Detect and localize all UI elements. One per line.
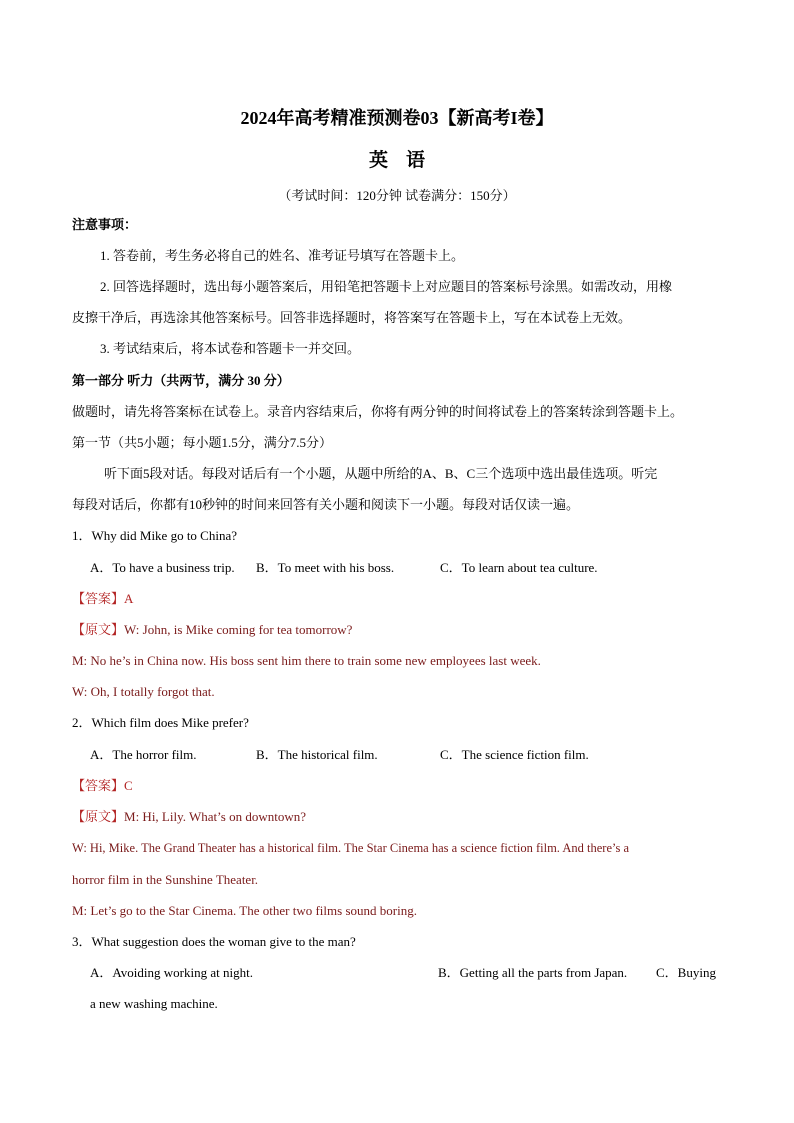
question-stem: 2．Which film does Mike prefer?: [72, 715, 249, 730]
answer-tag: 【答案】: [72, 778, 125, 793]
script-line: [72, 808, 732, 826]
notice-item-3: 3. 考试结束后，将本试卷和答题卡一并交回。: [100, 341, 361, 356]
script-text: W: Oh, I totally forgot that.: [72, 684, 215, 699]
script-tag: 【原文】: [72, 622, 125, 637]
option-a: A．To have a business trip.: [90, 560, 235, 575]
notice-item-2-cont: 皮擦干净后，再选涂其他答案标号。回答非选择题时，将答案写在答题卡上，写在本试卷上无效。: [72, 310, 632, 325]
script-text: M: Let’s go to the Star Cinema. The other two films sound boring.: [72, 903, 417, 918]
directions-line-1: 听下面5段对话。每段对话后有一个小题，从题中所给的A、B、C三个选项中选出最佳选项。听完: [104, 466, 658, 481]
option-b: B．Getting all the parts from Japan.: [438, 965, 628, 980]
notice-item-1: 1. 答卷前，考生务必将自己的姓名、准考证号填写在答题卡上。: [100, 248, 465, 263]
script-tag: 【原文】: [72, 809, 125, 824]
part1-intro: 做题时，请先将答案标在试卷上。录音内容结束后，你将有两分钟的时间将试卷上的答案转涂到答题卡上。: [72, 404, 684, 419]
answer-value: C: [124, 778, 133, 793]
option-c-cont: a new washing machine.: [90, 996, 218, 1011]
option-c: C．The science fiction film.: [440, 747, 589, 762]
answer-value: A: [124, 591, 134, 606]
option-b: B．To meet with his boss.: [256, 560, 395, 575]
part1-heading: 第一部分 听力（共两节，满分 30 分）: [72, 373, 290, 388]
script-line: [72, 621, 732, 639]
option-b: B．The historical film.: [256, 747, 378, 762]
script-text: horror film in the Sunshine Theater.: [72, 872, 259, 887]
option-c: C．To learn about tea culture.: [440, 560, 598, 575]
question-stem: 1．Why did Mike go to China?: [72, 528, 238, 543]
answer-line: [72, 777, 732, 795]
script-text: M: Hi, Lily. What’s on downtown?: [124, 809, 307, 824]
directions-line-2: 每段对话后，你都有10秒钟的时间来回答有关小题和阅读下一小题。每段对话仅读一遍。: [72, 497, 580, 512]
option-a: A．The horror film.: [90, 747, 197, 762]
notice-heading: 注意事项：: [72, 217, 138, 232]
document-title: 2024年高考精准预测卷03【新高考I卷】: [240, 108, 554, 128]
option-c: C．Buying: [656, 965, 716, 980]
subject-title: 英语: [368, 150, 443, 171]
exam-meta: （考试时间：120分钟 试卷满分：150分）: [278, 188, 516, 203]
script-text: W: Hi, Mike. The Grand Theater has a historical film. The Star Cinema has a science fiction film. And there’s a: [72, 841, 630, 855]
section1-heading: 第一节（共5小题；每小题1.5分，满分7.5分）: [72, 435, 333, 450]
notice-item-2: 2. 回答选择题时，选出每小题答案后，用铅笔把答题卡上对应题目的答案标号涂黑。如需改动，用橡: [100, 279, 673, 294]
script-text: M: No he’s in China now. His boss sent him there to train some new employees last week.: [72, 653, 541, 668]
option-a: A．Avoiding working at night.: [90, 965, 253, 980]
question-stem: 3．What suggestion does the woman give to the man?: [72, 934, 356, 949]
answer-line: [72, 590, 732, 608]
answer-tag: 【答案】: [72, 591, 125, 606]
script-text: W: John, is Mike coming for tea tomorrow?: [124, 622, 353, 637]
